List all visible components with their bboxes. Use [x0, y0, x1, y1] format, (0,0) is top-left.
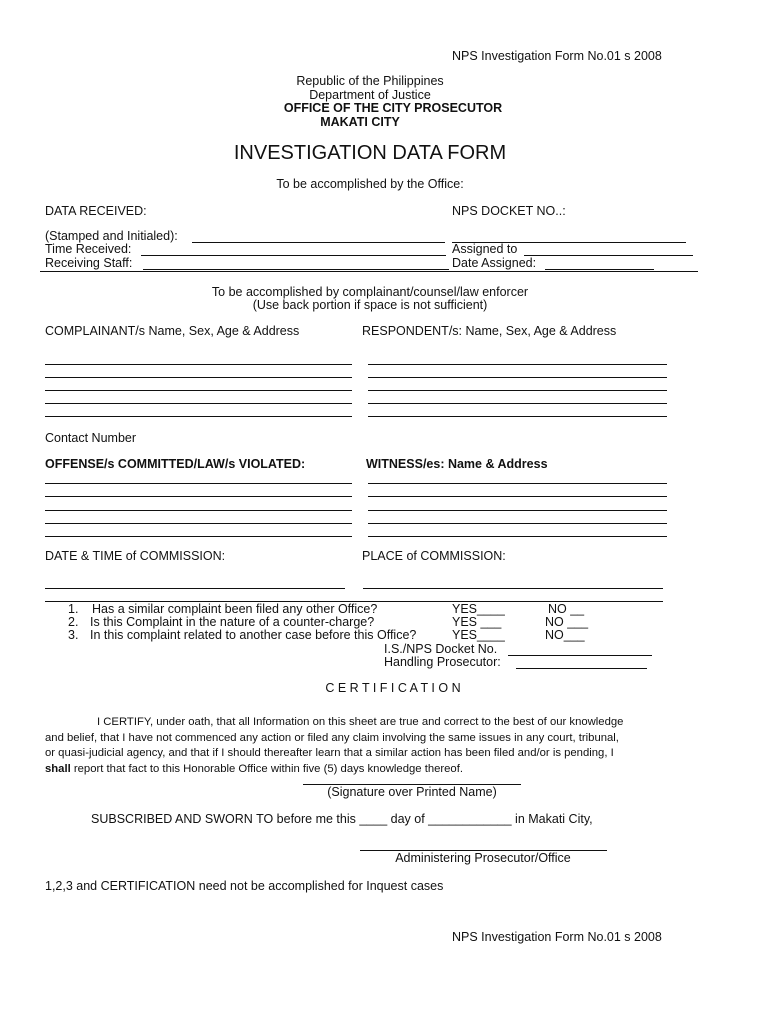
administering-label: Administering Prosecutor/Office [395, 851, 571, 865]
handling-prosecutor-label: Handling Prosecutor: [384, 655, 501, 669]
certification-heading: C E R T I F I C A T I O N [325, 681, 461, 695]
respondent-line[interactable] [368, 416, 667, 417]
time-received-field[interactable] [141, 255, 446, 256]
offense-line[interactable] [45, 483, 352, 484]
handling-prosecutor-field[interactable] [516, 668, 647, 669]
complainant-line[interactable] [45, 364, 352, 365]
question-no[interactable]: NO ___ [545, 615, 589, 629]
is-docket-field[interactable] [508, 655, 652, 656]
witness-label: WITNESS/es: Name & Address [366, 457, 548, 471]
assigned-to-label: Assigned to [452, 242, 518, 256]
data-received-label: DATA RECEIVED: [45, 204, 147, 218]
certification-line-last [45, 762, 697, 778]
receiving-staff-field[interactable] [143, 269, 449, 270]
complainant-label: COMPLAINANT/s Name, Sex, Age & Address [45, 324, 300, 338]
complainant-line[interactable] [45, 390, 352, 391]
complainant-note-line2: (Use back portion if space is not sufficient) [252, 298, 488, 312]
witness-line[interactable] [368, 483, 667, 484]
offense-line[interactable] [45, 496, 352, 497]
question-no[interactable]: NO___ [545, 628, 585, 642]
offense-line[interactable] [45, 523, 352, 524]
section-divider [40, 271, 698, 272]
certification-line-text: report that fact to this Honorable Office within five (5) days knowledge thereof. [70, 763, 463, 775]
form-number-bottom: NPS Investigation Form No.01 s 2008 [452, 930, 662, 944]
date-assigned-label: Date Assigned: [452, 256, 537, 270]
question-no[interactable]: NO __ [548, 602, 585, 616]
republic-label: Republic of the Philippines [296, 74, 444, 88]
complainant-line[interactable] [45, 416, 352, 417]
date-assigned-field[interactable] [545, 269, 654, 270]
office-label: OFFICE OF THE CITY PROSECUTOR [283, 101, 503, 115]
shall-word: shall [45, 763, 71, 775]
certification-line: or quasi-judicial agency, and that if I should thereafter learn that a similar action has been filed and/or is pending, I [45, 747, 614, 759]
respondent-line[interactable] [368, 390, 667, 391]
witness-line[interactable] [368, 536, 667, 537]
question-text: In this complaint related to another case before this Office? [90, 628, 417, 642]
respondent-line[interactable] [368, 364, 667, 365]
city-label: MAKATI CITY [320, 115, 400, 129]
place-label: PLACE of COMMISSION: [362, 549, 506, 563]
assigned-to-field[interactable] [524, 255, 693, 256]
complainant-note-line1: To be accomplished by complainant/counsel/law enforcer [211, 285, 529, 299]
complainant-line[interactable] [45, 403, 352, 404]
offense-line[interactable] [45, 510, 352, 511]
receiving-staff-label: Receiving Staff: [45, 256, 133, 270]
question-number: 1. [68, 602, 79, 616]
question-yes[interactable]: YES ___ [452, 615, 502, 629]
respondent-line[interactable] [368, 377, 667, 378]
respondent-line[interactable] [368, 403, 667, 404]
respondent-label: RESPONDENT/s: Name, Sex, Age & Address [362, 324, 617, 338]
date-time-label: DATE & TIME of COMMISSION: [45, 549, 226, 563]
is-docket-label: I.S./NPS Docket No. [384, 642, 498, 656]
certification-line: and belief, that I have not commenced any action or filed any claim involving the same issues in any court, tribunal, [45, 732, 619, 744]
complainant-line[interactable] [45, 377, 352, 378]
question-text: Has a similar complaint been filed any other Office? [92, 602, 378, 616]
place-field[interactable] [363, 588, 663, 589]
department-label: Department of Justice [309, 88, 431, 102]
certification-line: I CERTIFY, under oath, that all Information on this sheet are true and correct to the best of our knowledge [97, 716, 624, 728]
offense-label: OFFENSE/s COMMITTED/LAW/s VIOLATED: [45, 457, 306, 471]
form-number-top: NPS Investigation Form No.01 s 2008 [452, 49, 662, 63]
office-note: To be accomplished by the Office: [276, 177, 464, 191]
witness-line[interactable] [368, 496, 667, 497]
offense-line[interactable] [45, 536, 352, 537]
date-time-field[interactable] [45, 588, 345, 589]
signature-label: (Signature over Printed Name) [327, 785, 497, 799]
time-received-label: Time Received: [45, 242, 132, 256]
question-yes[interactable]: YES____ [452, 602, 505, 616]
question-number: 2. [68, 615, 79, 629]
contact-number-label: Contact Number [45, 431, 137, 445]
sworn-statement: SUBSCRIBED AND SWORN TO before me this ____ day of ____________ in Makati City, [91, 812, 593, 826]
question-number: 3. [68, 628, 79, 642]
inquest-note: 1,2,3 and CERTIFICATION need not be accomplished for Inquest cases [45, 879, 444, 893]
stamped-label: (Stamped and Initialed): [45, 229, 178, 243]
witness-line[interactable] [368, 510, 667, 511]
page-title: INVESTIGATION DATA FORM [233, 142, 507, 164]
question-yes[interactable]: YES____ [452, 628, 505, 642]
witness-line[interactable] [368, 523, 667, 524]
question-text: Is this Complaint in the nature of a counter-charge? [90, 615, 375, 629]
docket-label: NPS DOCKET NO..: [452, 204, 566, 218]
stamped-field[interactable] [192, 242, 445, 243]
